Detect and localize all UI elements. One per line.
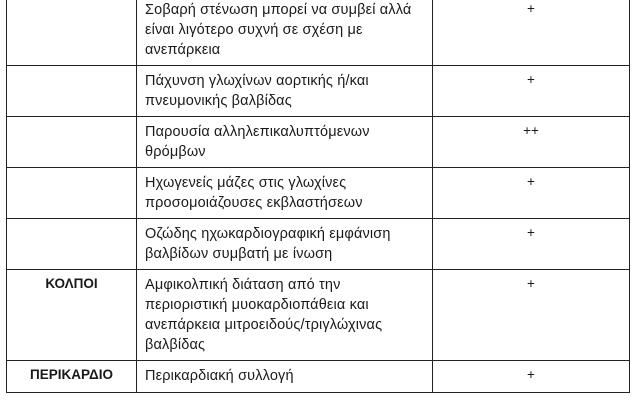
finding-cell: Σοβαρή στένωση μπορεί να συμβεί αλλά είναι λιγότερο συχνή σε σχέση με ανεπάρκεια bbox=[137, 0, 433, 66]
section-cell bbox=[7, 66, 137, 117]
finding-cell: Ηχωγενείς μάζες στις γλωχίνες προσομοιάζουσες εκβλαστήσεων bbox=[137, 168, 433, 219]
section-cell: ΚΟΛΠΟΙ bbox=[7, 270, 137, 361]
table-row bbox=[7, 361, 630, 393]
frequency-cell: + bbox=[433, 0, 630, 66]
table-row bbox=[7, 66, 630, 117]
frequency-cell: + bbox=[433, 168, 630, 219]
frequency-cell: + bbox=[433, 66, 630, 117]
frequency-cell: + bbox=[433, 219, 630, 270]
table-row bbox=[7, 219, 630, 270]
section-cell: ΠΕΡΙΚΑΡΔΙΟ bbox=[7, 361, 137, 393]
table-row bbox=[7, 0, 630, 66]
frequency-cell: ++ bbox=[433, 117, 630, 168]
finding-cell: Παρουσία αλληλεπικαλυπτόμενων θρόμβων bbox=[137, 117, 433, 168]
table-row bbox=[7, 168, 630, 219]
finding-cell: Αμφικολπική διάταση από την περιοριστική μυοκαρδιοπάθεια και ανεπάρκεια μιτροειδούς/τριγλώχινας βαλβίδας bbox=[137, 270, 433, 361]
table-row bbox=[7, 117, 630, 168]
frequency-cell: + bbox=[433, 361, 630, 393]
table-row bbox=[7, 270, 630, 361]
finding-cell: Πάχυνση γλωχίνων αορτικής ή/και πνευμονικής βαλβίδας bbox=[137, 66, 433, 117]
frequency-cell: + bbox=[433, 270, 630, 361]
section-cell bbox=[7, 0, 137, 66]
section-cell bbox=[7, 117, 137, 168]
section-cell bbox=[7, 219, 137, 270]
finding-cell: Περικαρδιακή συλλογή bbox=[137, 361, 433, 393]
findings-table bbox=[6, 0, 630, 393]
section-cell bbox=[7, 168, 137, 219]
finding-cell: Οζώδης ηχωκαρδιογραφική εμφάνιση βαλβίδων συμβατή με ίνωση bbox=[137, 219, 433, 270]
